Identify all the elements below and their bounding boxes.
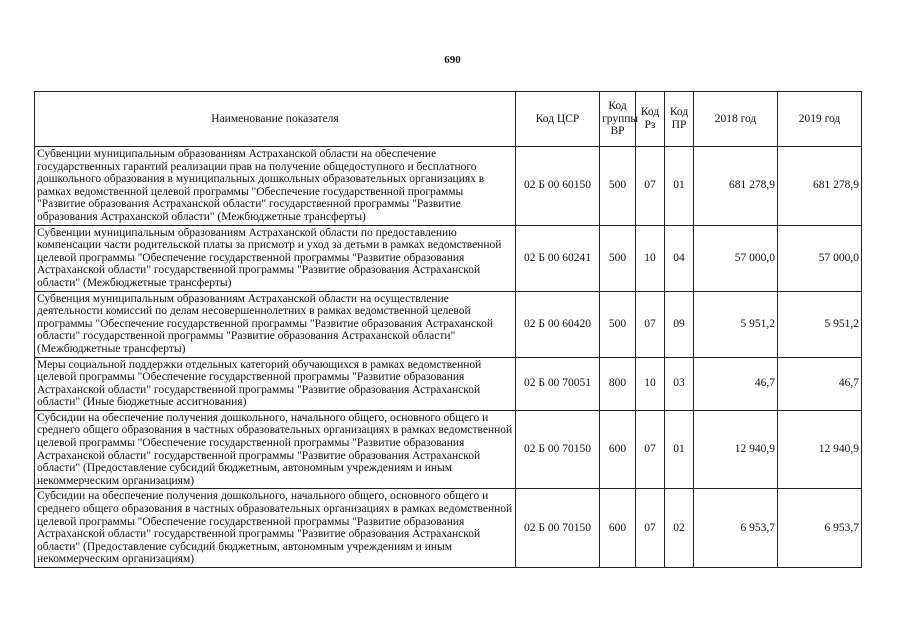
row-name: Субвенция муниципальным образованиям Астраханской области на осуществление деятельности комиссий по делам несовершеннолетних в рамках ведомственной целевой программы "Обеспечение государственной программы "Развитие образования Астраханской области" государственной программы "Развитие образования Астраханской области" (Межбюджетные трансферты) — [35, 291, 516, 357]
row-value-2018: 46,7 — [694, 357, 778, 410]
row-value-2018: 681 278,9 — [694, 147, 778, 226]
row-value-2019: 12 940,9 — [778, 410, 862, 489]
table-row — [35, 291, 862, 357]
row-pr-code: 01 — [665, 410, 694, 489]
header-year-2018: 2018 год — [694, 92, 778, 147]
row-csr-code: 02 Б 00 60241 — [516, 225, 600, 291]
table-row — [35, 225, 862, 291]
header-name: Наименование показателя — [35, 92, 516, 147]
row-value-2018: 5 951,2 — [694, 291, 778, 357]
row-vr-code: 600 — [600, 489, 636, 568]
table-row — [35, 410, 862, 489]
row-name: Субсидии на обеспечение получения дошкольного, начального общего, основного общего и среднего общего образования в частных образовательных организациях в рамках ведомственной целевой программы "Обеспечение государственной программы "Развитие образования Астраханской области" государственной программы "Развитие образования Астраханской области" (Предоставление субсидий бюджетным, автономным учреждениям и иным некоммерческим организациям) — [35, 489, 516, 568]
budget-table — [34, 91, 862, 568]
row-csr-code: 02 Б 00 60150 — [516, 147, 600, 226]
row-rz-code: 10 — [636, 357, 665, 410]
row-name: Субсидии на обеспечение получения дошкольного, начального общего, основного общего и среднего общего образования в частных образовательных организациях в рамках ведомственной целевой программы "Обеспечение государственной программы "Развитие образования Астраханской области" государственной программы "Развитие образования Астраханской области" (Предоставление субсидий бюджетным, автономным учреждениям и иным некоммерческим организациям) — [35, 410, 516, 489]
page-number: 690 — [444, 54, 461, 66]
row-value-2019: 681 278,9 — [778, 147, 862, 226]
row-rz-code: 07 — [636, 489, 665, 568]
row-value-2018: 6 953,7 — [694, 489, 778, 568]
row-value-2019: 5 951,2 — [778, 291, 862, 357]
row-csr-code: 02 Б 00 70150 — [516, 410, 600, 489]
row-rz-code: 07 — [636, 147, 665, 226]
row-value-2018: 57 000,0 — [694, 225, 778, 291]
row-vr-code: 800 — [600, 357, 636, 410]
row-csr-code: 02 Б 00 70150 — [516, 489, 600, 568]
row-name: Субвенции муниципальным образованиям Астраханской области на обеспечение государственных гарантий реализации прав на получение общедоступного и бесплатного дошкольного образования в муниципальных дошкольных образовательных организациях в рамках ведомственной целевой программы "Обеспечение государственной программы "Развитие образования Астраханской области" государственной программы "Развитие образования Астраханской области" (Межбюджетные трансферты) — [35, 147, 516, 226]
row-rz-code: 07 — [636, 291, 665, 357]
row-pr-code: 09 — [665, 291, 694, 357]
table-row — [35, 489, 862, 568]
row-name: Меры социальной поддержки отдельных категорий обучающихся в рамках ведомственной целевой программы "Обеспечение государственной программы "Развитие образования Астраханской области" государственной программы "Развитие образования Астраханской области" (Иные бюджетные ассигнования) — [35, 357, 516, 410]
header-rz-code: Код Рз — [636, 92, 665, 147]
row-rz-code: 10 — [636, 225, 665, 291]
table-row — [35, 357, 862, 410]
row-pr-code: 01 — [665, 147, 694, 226]
row-value-2019: 57 000,0 — [778, 225, 862, 291]
row-pr-code: 02 — [665, 489, 694, 568]
row-pr-code: 04 — [665, 225, 694, 291]
row-pr-code: 03 — [665, 357, 694, 410]
row-rz-code: 07 — [636, 410, 665, 489]
row-csr-code: 02 Б 00 60420 — [516, 291, 600, 357]
row-value-2019: 6 953,7 — [778, 489, 862, 568]
row-value-2018: 12 940,9 — [694, 410, 778, 489]
header-vr-code: Код группы ВР — [600, 92, 636, 147]
row-name: Субвенции муниципальным образованиям Астраханской области по предоставлению компенсации части родительской платы за присмотр и уход за детьми в рамках ведомственной целевой программы "Обеспечение государственной программы "Развитие образования Астраханской области" государственной программы "Развитие образования Астраханской области" (Межбюджетные трансферты) — [35, 225, 516, 291]
row-vr-code: 600 — [600, 410, 636, 489]
header-year-2019: 2019 год — [778, 92, 862, 147]
row-value-2019: 46,7 — [778, 357, 862, 410]
row-vr-code: 500 — [600, 291, 636, 357]
row-csr-code: 02 Б 00 70051 — [516, 357, 600, 410]
table-row — [35, 147, 862, 226]
table-header-row — [35, 92, 862, 147]
header-pr-code: Код ПР — [665, 92, 694, 147]
row-vr-code: 500 — [600, 147, 636, 226]
header-csr-code: Код ЦСР — [516, 92, 600, 147]
row-vr-code: 500 — [600, 225, 636, 291]
